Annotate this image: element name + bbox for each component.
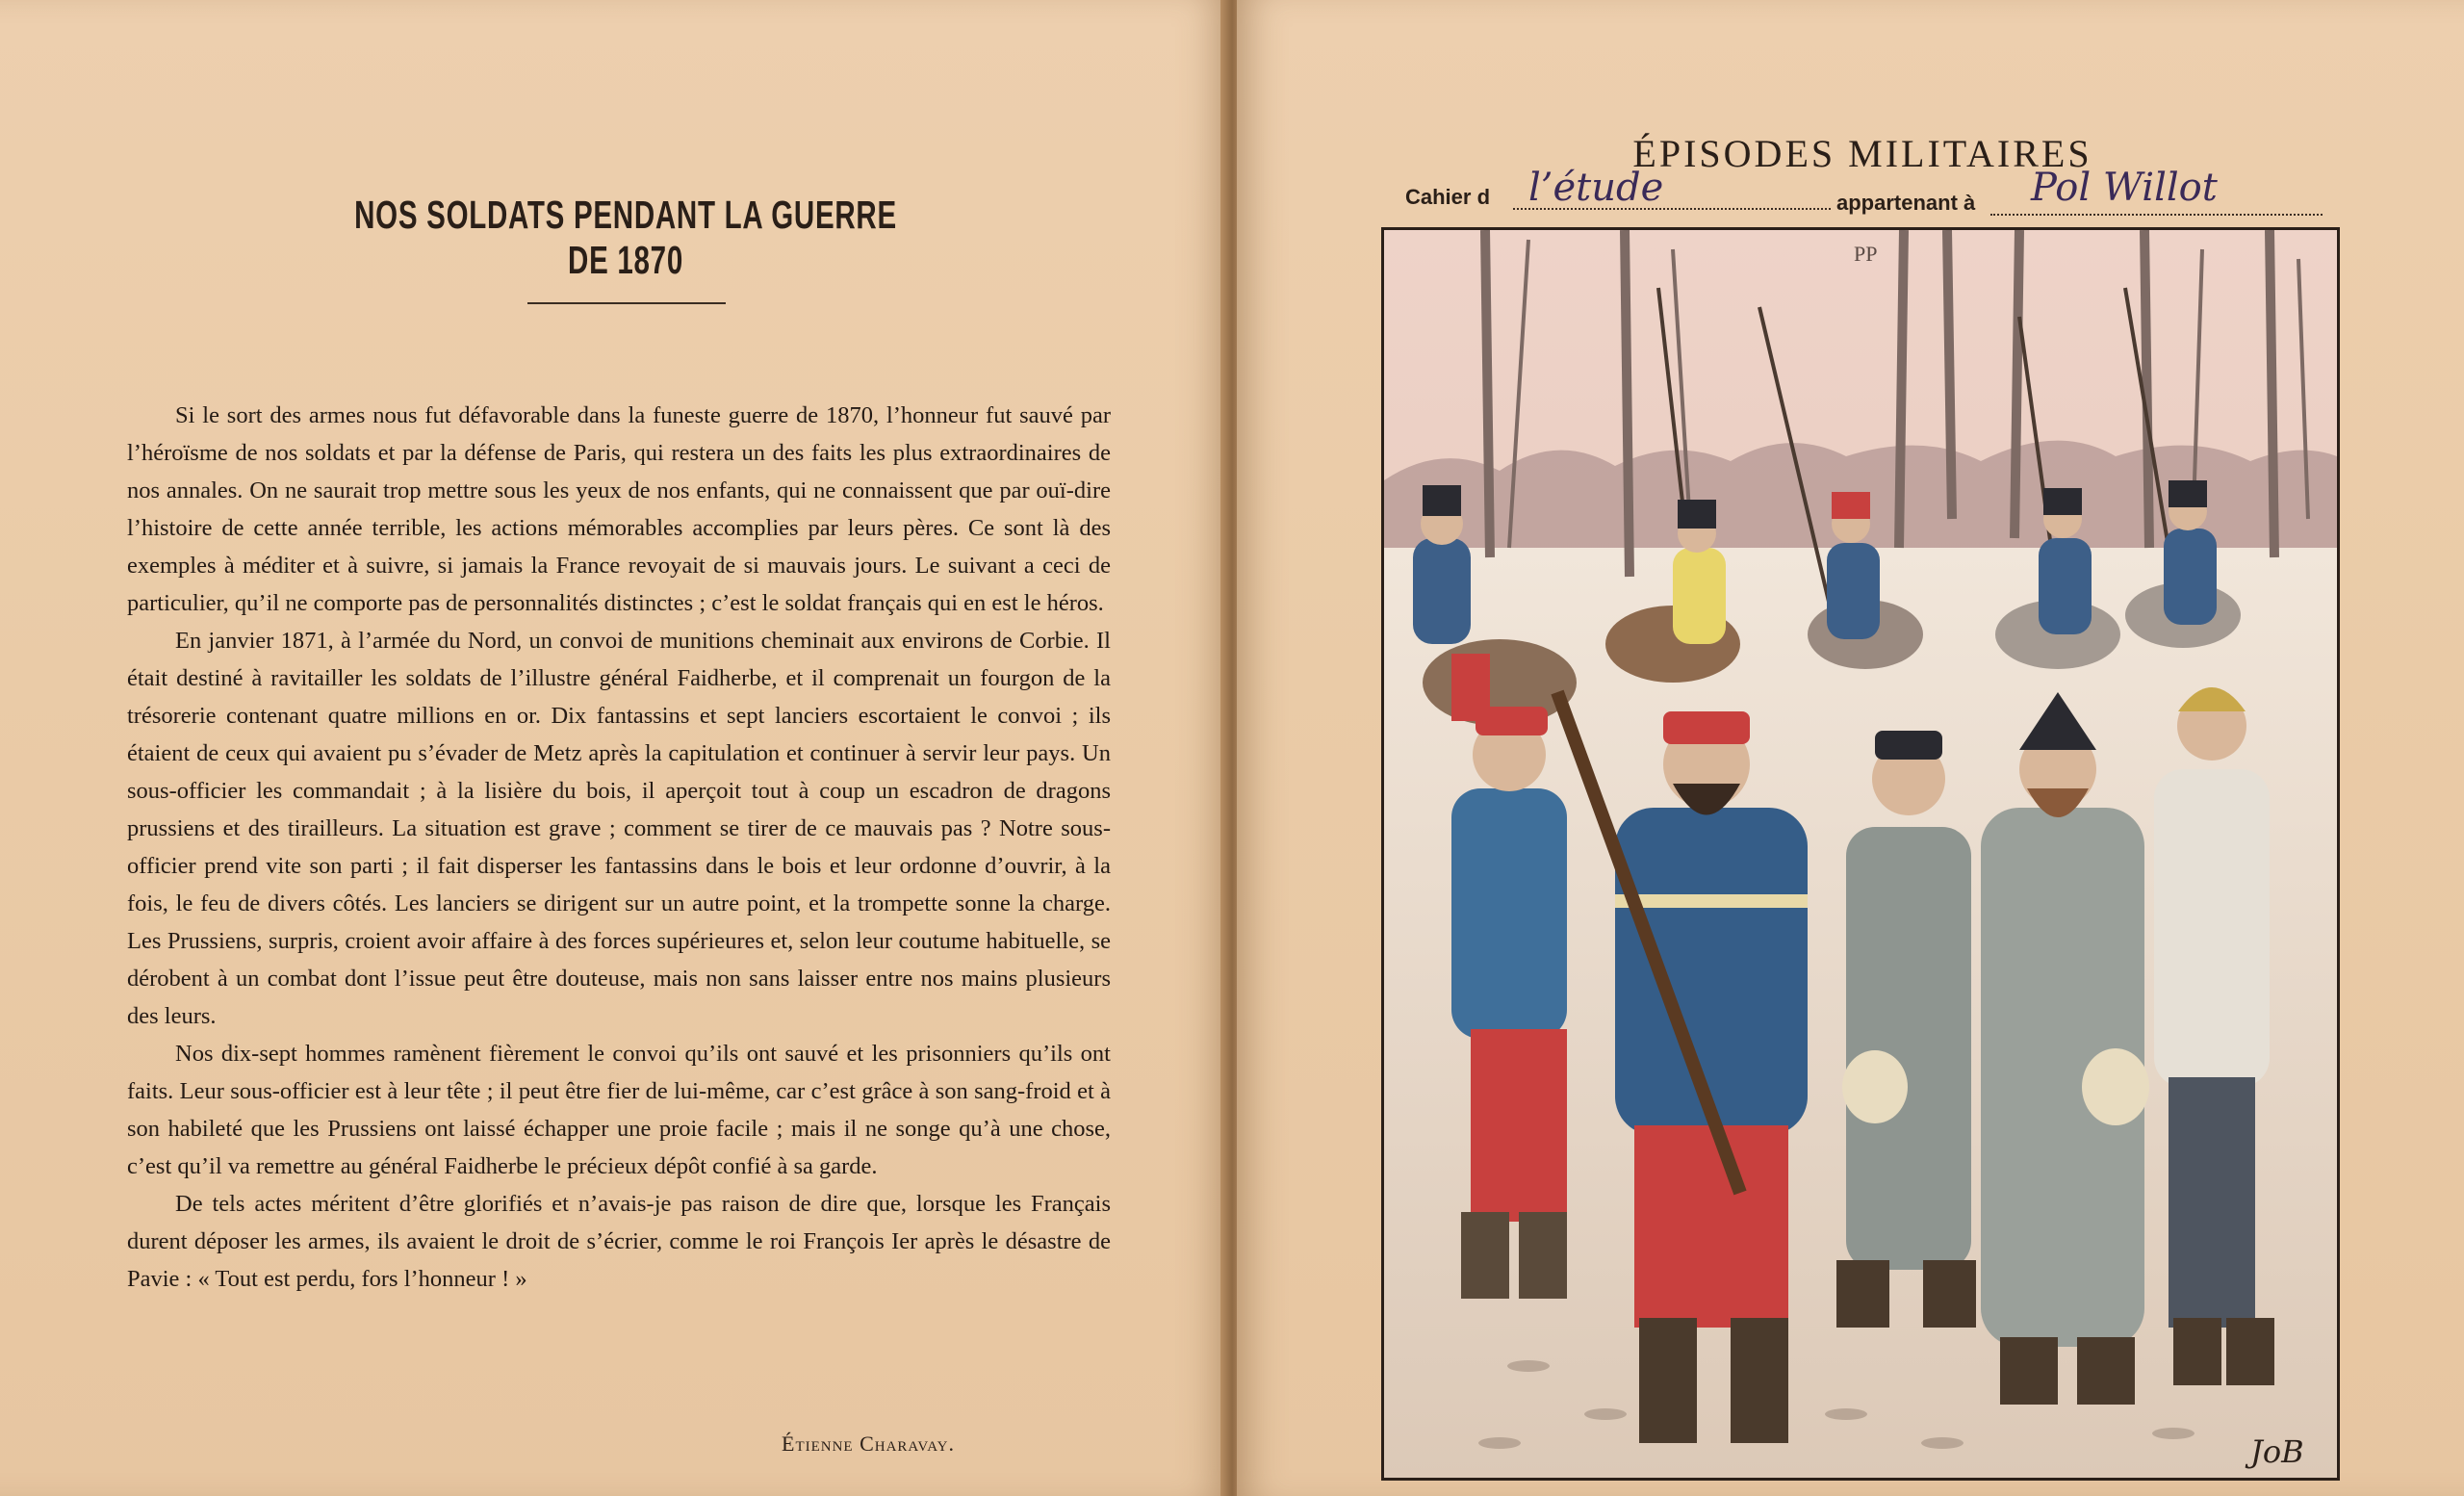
corner-mark: PP bbox=[1854, 242, 1878, 266]
paragraph-2: En janvier 1871, à l’armée du Nord, un convoi de munitions cheminait aux environs de Corbie. Il était destiné à ravitailler les soldats de l’illustre général Faidherbe, et il comprenait un fourgon de la trésorerie contenant quatre millions en or. Dix fantassins et sept lanciers escortaient le convoi ; ils étaient de ceux qui avaient pu s’évader de Metz après la capitulation et continuer à servir leur pays. Un sous-officier les commandait ; à la lisière du bois, il aperçoit tout à coup un escadron de dragons prussiens et des tirailleurs. La situation est grave ; comment se tirer de ce mauvais pas ? Notre sous-officier prend vite son parti ; il fait disperser les fantassins dans le bois et leur ordonne d’ouvrir, à la fois, le feu de divers côtés. Les lanciers se dirigent sur un autre point, et la trompette sonne la charge. Les Prussiens, surpris, croient avoir affaire à des forces supérieures et, selon leur coutume habituelle, se dérobent à un combat dont l’issue peut être douteuse, mais non sans laisser entre nos mains plusieurs des leurs. bbox=[127, 628, 1111, 1029]
cover-title: ÉPISODES MILITAIRES bbox=[1632, 132, 2092, 175]
paragraph-3: Nos dix-sept hommes ramènent fièrement le convoi qu’ils ont sauvé et les prisonniers qu’ils ont faits. Leur sous-officier est à leur tête ; il peut être fier de lui-même, car c’est grâce à son sang-froid et à son habileté que les Prussiens ont laissé échapper une proie facile ; mais il ne songe qu’à une chose, c’est qu’il va remettre au général Faidherbe le précieux dépôt confié à sa garde. bbox=[127, 1041, 1111, 1179]
appartenant-label: appartenant à bbox=[1836, 191, 1976, 215]
artist-signature: JoB bbox=[2250, 1433, 2304, 1470]
soldiers-illustration bbox=[1384, 230, 2337, 1478]
title-rule bbox=[527, 302, 726, 304]
cahier-handwritten: l’étude bbox=[1528, 166, 1664, 210]
owner-line bbox=[1405, 166, 2329, 218]
paragraph-4: De tels actes méritent d’être glorifiés et n’avais-je pas raison de dire que, lorsque les Français durent déposer les armes, ils avaient le droit de s’écrier, comme le roi François Ier après le désastre de Pavie : « Tout est perdu, fors l’honneur ! » bbox=[127, 1191, 1111, 1292]
cahier-label: Cahier d bbox=[1405, 185, 1491, 209]
page-title: NOS SOLDATS PENDANT LA GUERRE DE 1870 bbox=[354, 193, 897, 282]
illustration bbox=[1381, 227, 2340, 1481]
appartenant-handwritten: Pol Willot bbox=[2031, 166, 2218, 210]
story-text bbox=[127, 397, 1111, 1298]
author-signature: Étienne Charavay. bbox=[782, 1432, 956, 1456]
paragraph-1: Si le sort des armes nous fut défavorable dans la funeste guerre de 1870, l’honneur fut sauvé par l’héroïsme de nos soldats et par la défense de Paris, qui restera un des faits les plus extraordinaires de nos annales. On ne saurait trop mettre sous les yeux de nos enfants, qui ne connaissent que par ouï-dire l’histoire de cette année terrible, les actions mémorables accomplies par leurs pères. Ce sont là des exemples à méditer et à suivre, si jamais la France revoyait de si mauvais jours. Le suivant a ceci de particulier, qu’il ne comporte pas de personnalités distinctes ; c’est le soldat français qui en est le héros. bbox=[127, 402, 1111, 616]
left-page bbox=[0, 0, 1227, 1496]
appartenant-dotted-line bbox=[1990, 214, 2323, 216]
